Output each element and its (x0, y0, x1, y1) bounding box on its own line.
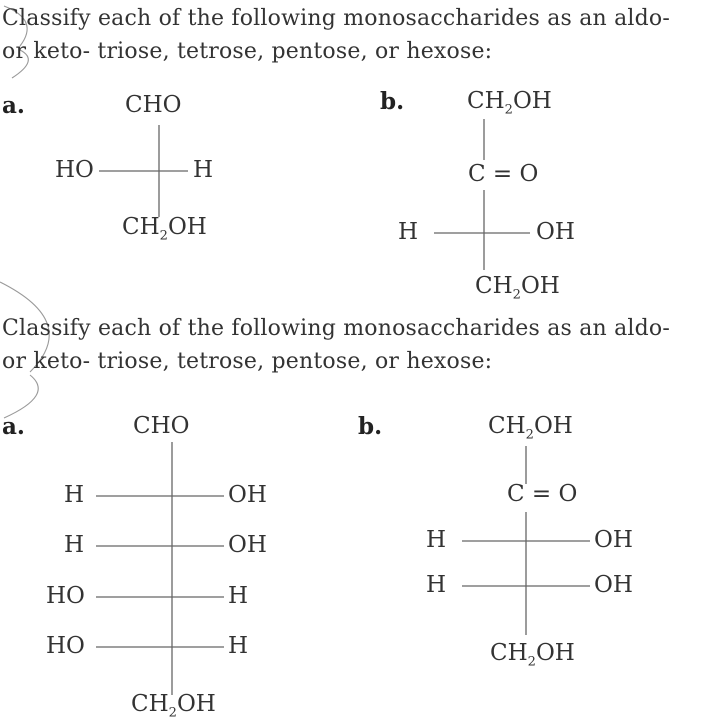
q1b-bottom-group: $CH_2OH$ (475, 273, 560, 303)
question-2-line-2: or keto- triose, tetrose, pentose, or hexose: (2, 349, 493, 374)
q2a-top-group: CHO (133, 413, 190, 439)
q2a-row-1-left: H (64, 482, 85, 508)
q1b-carbonyl: C = O (468, 161, 539, 187)
q1-part-b-label: b. (380, 88, 405, 115)
q2a-row-2-left: H (64, 532, 85, 558)
q2a-row-3-right: H (228, 583, 249, 609)
question-1-line-2: or keto- triose, tetrose, pentose, or hexose: (2, 39, 493, 64)
q1b-left-group: H (398, 219, 419, 245)
q2a-row-4-left: HO (46, 633, 85, 659)
q2a-bottom-group: $CH_2OH$ (131, 691, 216, 721)
q1b-right-group: OH (536, 219, 575, 245)
q2b-carbonyl: C = O (507, 481, 578, 507)
q2a-row-4-right: H (228, 633, 249, 659)
q1a-left-group: HO (55, 157, 94, 183)
q2b-row-1-right: OH (594, 527, 633, 553)
q2a-row-1-right: OH (228, 482, 267, 508)
q2b-row-2-right: OH (594, 572, 633, 598)
q2a-row-2-right: OH (228, 532, 267, 558)
q1a-top-group: CHO (125, 92, 182, 118)
question-1-text (2, 2, 670, 68)
q1-part-a-label: a. (2, 92, 25, 119)
q2b-bottom-group: $CH_2OH$ (490, 640, 575, 670)
q2b-row-1-left: H (426, 527, 447, 553)
q1b-top-group: $CH_2OH$ (467, 88, 552, 118)
q1a-bottom-group: $CH_2OH$ (122, 214, 207, 244)
q2a-row-3-left: HO (46, 583, 85, 609)
q2-part-b-label: b. (358, 413, 383, 440)
q2b-row-2-left: H (426, 572, 447, 598)
question-2-line-1: Classify each of the following monosaccharides as an aldo- (2, 316, 670, 341)
question-1-line-1: Classify each of the following monosaccharides as an aldo- (2, 6, 670, 31)
q2b-top-group: $CH_2OH$ (488, 413, 573, 443)
question-2-text (2, 312, 670, 378)
q1a-right-group: H (193, 157, 214, 183)
q2-part-a-label: a. (2, 413, 25, 440)
